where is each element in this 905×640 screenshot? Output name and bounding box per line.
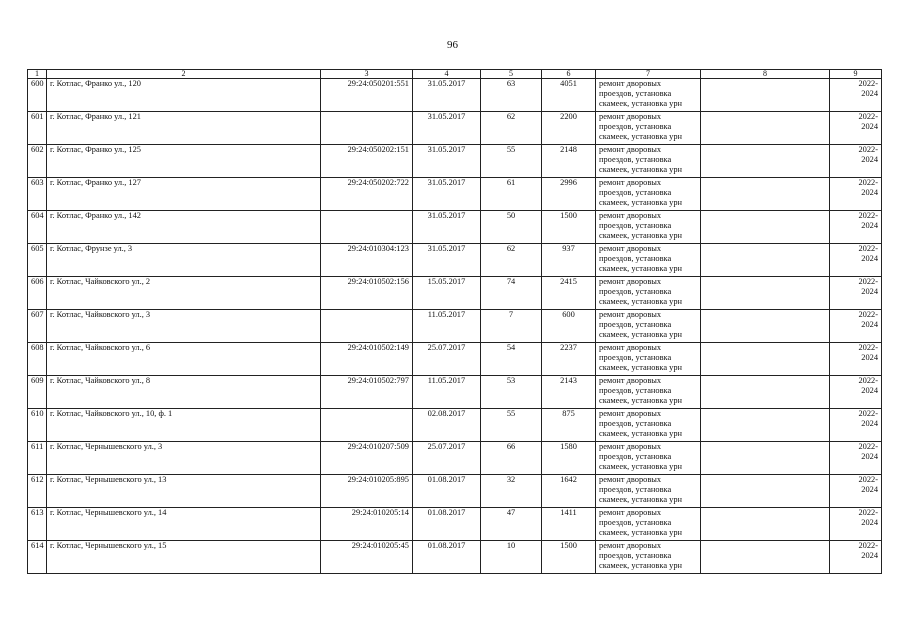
column-header-7: 7 — [596, 70, 701, 79]
column-5-cell: 7 — [481, 310, 542, 343]
column-8-cell — [701, 79, 830, 112]
row-number: 612 — [28, 475, 47, 508]
column-6-cell: 2996 — [542, 178, 596, 211]
work-description-line: проездов, установка — [599, 353, 672, 363]
period-line: 2024 — [861, 89, 878, 99]
column-5-cell: 74 — [481, 277, 542, 310]
work-description-line: ремонт дворовых — [599, 145, 662, 154]
period-cell — [830, 277, 882, 310]
work-description-line: проездов, установка — [599, 188, 672, 198]
address-cell: г. Котлас, Чернышевского ул., 15 — [47, 541, 321, 574]
period-line: 2022- — [858, 475, 878, 484]
column-5-cell: 62 — [481, 244, 542, 277]
work-description-line: проездов, установка — [599, 122, 672, 132]
column-6-cell: 1500 — [542, 211, 596, 244]
work-description-line: ремонт дворовых — [599, 178, 662, 187]
row-number: 609 — [28, 376, 47, 409]
cadastral-number-cell — [321, 211, 413, 244]
date-cell: 31.05.2017 — [413, 178, 481, 211]
column-5-cell: 61 — [481, 178, 542, 211]
period-cell — [830, 376, 882, 409]
column-6-cell: 937 — [542, 244, 596, 277]
period-line: 2022- — [858, 409, 878, 418]
work-description-line: ремонт дворовых — [599, 475, 662, 484]
work-description-cell — [596, 541, 701, 574]
work-description-line: скамеек, установка урн — [599, 561, 682, 571]
address-cell: г. Котлас, Чернышевского ул., 13 — [47, 475, 321, 508]
work-description-line: проездов, установка — [599, 287, 672, 297]
column-8-cell — [701, 178, 830, 211]
address-cell: г. Котлас, Чайковского ул., 6 — [47, 343, 321, 376]
column-8-cell — [701, 112, 830, 145]
cadastral-number-cell: 29:24:010207:509 — [321, 442, 413, 475]
column-8-cell — [701, 475, 830, 508]
column-header-3: 3 — [321, 70, 413, 79]
work-description-line: ремонт дворовых — [599, 79, 662, 88]
cadastral-number-cell: 29:24:010205:14 — [321, 508, 413, 541]
column-6-cell: 2237 — [542, 343, 596, 376]
cadastral-number-cell: 29:24:010205:895 — [321, 475, 413, 508]
column-5-cell: 47 — [481, 508, 542, 541]
address-cell: г. Котлас, Франко ул., 121 — [47, 112, 321, 145]
column-6-cell: 2200 — [542, 112, 596, 145]
period-line: 2022- — [858, 79, 878, 88]
cadastral-number-cell — [321, 112, 413, 145]
work-description-cell — [596, 376, 701, 409]
address-cell: г. Котлас, Чайковского ул., 3 — [47, 310, 321, 343]
period-line: 2024 — [861, 353, 878, 363]
column-6-cell: 1411 — [542, 508, 596, 541]
row-number: 614 — [28, 541, 47, 574]
date-cell: 31.05.2017 — [413, 145, 481, 178]
date-cell: 11.05.2017 — [413, 376, 481, 409]
column-header-9: 9 — [830, 70, 882, 79]
work-description-line: ремонт дворовых — [599, 310, 662, 319]
column-5-cell: 53 — [481, 376, 542, 409]
cadastral-number-cell — [321, 409, 413, 442]
period-line: 2022- — [858, 112, 878, 121]
column-8-cell — [701, 277, 830, 310]
period-line: 2024 — [861, 221, 878, 231]
address-cell: г. Котлас, Чернышевского ул., 14 — [47, 508, 321, 541]
column-8-cell — [701, 343, 830, 376]
row-number: 610 — [28, 409, 47, 442]
table-row — [28, 541, 882, 574]
work-description-line: проездов, установка — [599, 551, 672, 561]
column-5-cell: 66 — [481, 442, 542, 475]
work-description-cell — [596, 178, 701, 211]
period-cell — [830, 409, 882, 442]
column-8-cell — [701, 244, 830, 277]
work-description-cell — [596, 310, 701, 343]
row-number: 602 — [28, 145, 47, 178]
period-cell — [830, 442, 882, 475]
period-line: 2024 — [861, 254, 878, 264]
work-description-cell — [596, 244, 701, 277]
table-row — [28, 79, 882, 112]
work-description-line: ремонт дворовых — [599, 508, 662, 517]
column-header-5: 5 — [481, 70, 542, 79]
column-5-cell: 10 — [481, 541, 542, 574]
work-description-line: проездов, установка — [599, 320, 672, 330]
column-6-cell: 600 — [542, 310, 596, 343]
cadastral-number-cell: 29:24:010502:156 — [321, 277, 413, 310]
period-line: 2024 — [861, 122, 878, 132]
address-cell: г. Котлас, Франко ул., 120 — [47, 79, 321, 112]
work-description-line: проездов, установка — [599, 485, 672, 495]
work-description-cell — [596, 475, 701, 508]
address-cell: г. Котлас, Фрунзе ул., 3 — [47, 244, 321, 277]
date-cell: 25.07.2017 — [413, 343, 481, 376]
work-description-line: скамеек, установка урн — [599, 297, 682, 307]
period-cell — [830, 244, 882, 277]
cadastral-number-cell: 29:24:010205:45 — [321, 541, 413, 574]
date-cell: 15.05.2017 — [413, 277, 481, 310]
row-number: 603 — [28, 178, 47, 211]
period-cell — [830, 310, 882, 343]
work-description-line: ремонт дворовых — [599, 244, 662, 253]
column-8-cell — [701, 145, 830, 178]
column-6-cell: 1500 — [542, 541, 596, 574]
period-line: 2022- — [858, 508, 878, 517]
cadastral-number-cell — [321, 310, 413, 343]
row-number: 605 — [28, 244, 47, 277]
column-8-cell — [701, 442, 830, 475]
row-number: 613 — [28, 508, 47, 541]
work-description-line: скамеек, установка урн — [599, 264, 682, 274]
column-header-4: 4 — [413, 70, 481, 79]
period-line: 2024 — [861, 551, 878, 561]
period-line: 2022- — [858, 211, 878, 220]
cadastral-number-cell: 29:24:050202:151 — [321, 145, 413, 178]
address-cell: г. Котлас, Франко ул., 127 — [47, 178, 321, 211]
table-row — [28, 277, 882, 310]
work-description-line: ремонт дворовых — [599, 442, 662, 451]
table-row — [28, 145, 882, 178]
date-cell: 31.05.2017 — [413, 244, 481, 277]
table-row — [28, 112, 882, 145]
table-row — [28, 409, 882, 442]
work-description-cell — [596, 277, 701, 310]
column-header-2: 2 — [47, 70, 321, 79]
address-cell: г. Котлас, Чайковского ул., 8 — [47, 376, 321, 409]
work-description-cell — [596, 343, 701, 376]
date-cell: 31.05.2017 — [413, 112, 481, 145]
date-cell: 01.08.2017 — [413, 475, 481, 508]
cadastral-number-cell: 29:24:010502:797 — [321, 376, 413, 409]
period-line: 2022- — [858, 343, 878, 352]
period-cell — [830, 343, 882, 376]
column-8-cell — [701, 310, 830, 343]
column-5-cell: 54 — [481, 343, 542, 376]
work-description-line: проездов, установка — [599, 254, 672, 264]
work-description-cell — [596, 508, 701, 541]
table-row — [28, 211, 882, 244]
row-number: 604 — [28, 211, 47, 244]
row-number: 611 — [28, 442, 47, 475]
period-line: 2024 — [861, 155, 878, 165]
table-row — [28, 442, 882, 475]
date-cell: 02.08.2017 — [413, 409, 481, 442]
column-6-cell: 1642 — [542, 475, 596, 508]
work-description-line: скамеек, установка урн — [599, 330, 682, 340]
work-description-line: проездов, установка — [599, 386, 672, 396]
work-description-cell — [596, 112, 701, 145]
cadastral-number-cell: 29:24:050201:551 — [321, 79, 413, 112]
work-description-line: ремонт дворовых — [599, 376, 662, 385]
work-description-line: скамеек, установка урн — [599, 99, 682, 109]
period-cell — [830, 508, 882, 541]
column-8-cell — [701, 376, 830, 409]
period-line: 2022- — [858, 145, 878, 154]
period-cell — [830, 178, 882, 211]
work-description-line: скамеек, установка урн — [599, 231, 682, 241]
column-6-cell: 4051 — [542, 79, 596, 112]
period-line: 2022- — [858, 442, 878, 451]
table-row — [28, 376, 882, 409]
row-number: 607 — [28, 310, 47, 343]
work-description-line: скамеек, установка урн — [599, 165, 682, 175]
period-line: 2024 — [861, 188, 878, 198]
period-cell — [830, 541, 882, 574]
column-8-cell — [701, 508, 830, 541]
table-row — [28, 508, 882, 541]
work-description-cell — [596, 79, 701, 112]
work-description-cell — [596, 409, 701, 442]
work-description-line: скамеек, установка урн — [599, 462, 682, 472]
cadastral-number-cell: 29:24:010304:123 — [321, 244, 413, 277]
date-cell: 25.07.2017 — [413, 442, 481, 475]
date-cell: 01.08.2017 — [413, 541, 481, 574]
work-description-line: проездов, установка — [599, 518, 672, 528]
period-cell — [830, 112, 882, 145]
date-cell: 31.05.2017 — [413, 211, 481, 244]
work-description-line: проездов, установка — [599, 89, 672, 99]
period-cell — [830, 145, 882, 178]
column-8-cell — [701, 409, 830, 442]
table-row — [28, 310, 882, 343]
period-line: 2024 — [861, 287, 878, 297]
column-5-cell: 62 — [481, 112, 542, 145]
work-description-cell — [596, 211, 701, 244]
period-cell — [830, 211, 882, 244]
column-5-cell: 63 — [481, 79, 542, 112]
table-row — [28, 178, 882, 211]
column-header-8: 8 — [701, 70, 830, 79]
address-cell: г. Котлас, Чернышевского ул., 3 — [47, 442, 321, 475]
work-description-line: скамеек, установка урн — [599, 396, 682, 406]
date-cell: 01.08.2017 — [413, 508, 481, 541]
address-cell: г. Котлас, Чайковского ул., 2 — [47, 277, 321, 310]
column-5-cell: 50 — [481, 211, 542, 244]
column-6-cell: 2143 — [542, 376, 596, 409]
period-line: 2022- — [858, 277, 878, 286]
column-8-cell — [701, 211, 830, 244]
row-number: 608 — [28, 343, 47, 376]
column-8-cell — [701, 541, 830, 574]
period-line: 2022- — [858, 178, 878, 187]
work-description-line: проездов, установка — [599, 452, 672, 462]
cadastral-number-cell: 29:24:050202:722 — [321, 178, 413, 211]
work-description-line: скамеек, установка урн — [599, 132, 682, 142]
table-row — [28, 244, 882, 277]
work-description-line: ремонт дворовых — [599, 277, 662, 286]
work-description-line: проездов, установка — [599, 155, 672, 165]
period-line: 2024 — [861, 386, 878, 396]
period-line: 2022- — [858, 541, 878, 550]
row-number: 601 — [28, 112, 47, 145]
address-cell: г. Котлас, Франко ул., 125 — [47, 145, 321, 178]
column-6-cell: 875 — [542, 409, 596, 442]
column-header-1: 1 — [28, 70, 47, 79]
period-cell — [830, 79, 882, 112]
date-cell: 31.05.2017 — [413, 79, 481, 112]
work-description-line: ремонт дворовых — [599, 541, 662, 550]
work-description-line: скамеек, установка урн — [599, 363, 682, 373]
work-description-line: ремонт дворовых — [599, 112, 662, 121]
work-description-line: скамеек, установка урн — [599, 198, 682, 208]
column-5-cell: 32 — [481, 475, 542, 508]
period-line: 2024 — [861, 518, 878, 528]
cadastral-number-cell: 29:24:010502:149 — [321, 343, 413, 376]
table-row — [28, 343, 882, 376]
page-number: 96 — [447, 39, 458, 51]
table-row — [28, 475, 882, 508]
header-row — [28, 70, 882, 79]
address-cell: г. Котлас, Чайковского ул., 10, ф. 1 — [47, 409, 321, 442]
work-description-cell — [596, 442, 701, 475]
period-line: 2024 — [861, 320, 878, 330]
work-description-line: скамеек, установка урн — [599, 429, 682, 439]
work-description-line: скамеек, установка урн — [599, 495, 682, 505]
work-description-cell — [596, 145, 701, 178]
register-table — [27, 69, 882, 574]
period-line: 2024 — [861, 485, 878, 495]
work-description-line: ремонт дворовых — [599, 343, 662, 352]
period-cell — [830, 475, 882, 508]
work-description-line: проездов, установка — [599, 221, 672, 231]
row-number: 600 — [28, 79, 47, 112]
period-line: 2024 — [861, 419, 878, 429]
work-description-line: скамеек, установка урн — [599, 528, 682, 538]
period-line: 2022- — [858, 376, 878, 385]
row-number: 606 — [28, 277, 47, 310]
column-5-cell: 55 — [481, 409, 542, 442]
work-description-line: ремонт дворовых — [599, 409, 662, 418]
work-description-line: ремонт дворовых — [599, 211, 662, 220]
date-cell: 11.05.2017 — [413, 310, 481, 343]
work-description-line: проездов, установка — [599, 419, 672, 429]
period-line: 2022- — [858, 244, 878, 253]
column-6-cell: 2415 — [542, 277, 596, 310]
address-cell: г. Котлас, Франко ул., 142 — [47, 211, 321, 244]
column-6-cell: 1580 — [542, 442, 596, 475]
period-line: 2022- — [858, 310, 878, 319]
column-header-6: 6 — [542, 70, 596, 79]
period-line: 2024 — [861, 452, 878, 462]
column-5-cell: 55 — [481, 145, 542, 178]
column-6-cell: 2148 — [542, 145, 596, 178]
